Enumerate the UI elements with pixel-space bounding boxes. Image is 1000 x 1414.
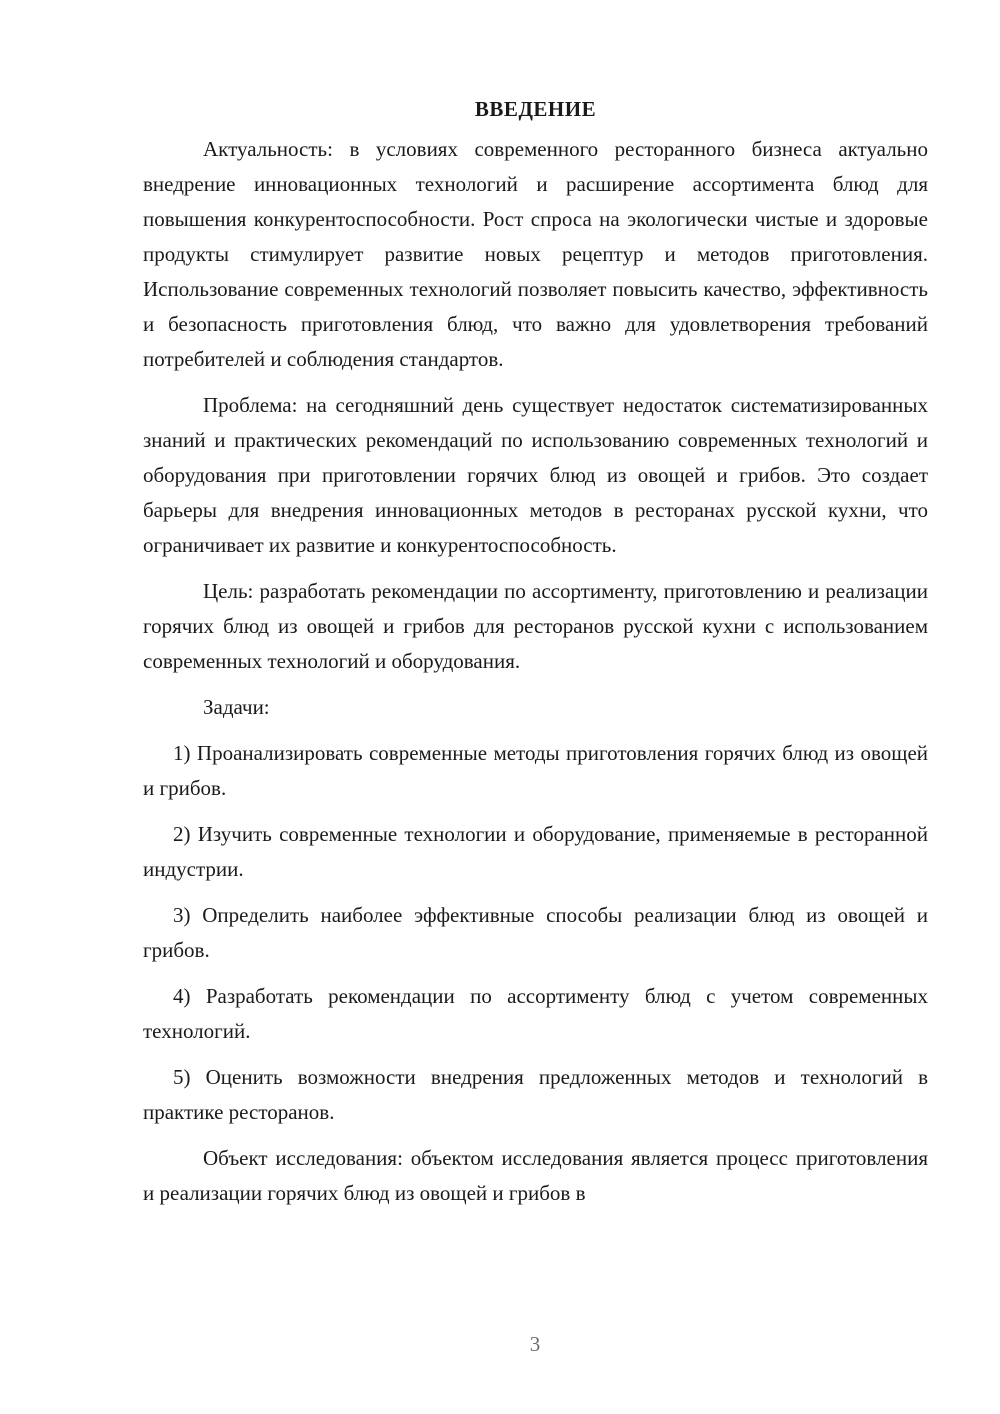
section-title: ВВЕДЕНИЕ [474, 97, 597, 121]
task-item-5: 5) Оценить возможности внедрения предложенных методов и технологий в практике ресторанов. [143, 1065, 928, 1124]
task-item-1: 1) Проанализировать современные методы приготовления горячих блюд из овощей и грибов. [143, 741, 928, 800]
task-item-4: 4) Разработать рекомендации по ассортименту блюд с учетом современных технологий. [143, 984, 928, 1043]
paragraph-object: Объект исследования: объектом исследования является процесс приготовления и реализации горячих блюд из овощей и грибов в [143, 1146, 928, 1205]
page-content [143, 92, 928, 1211]
page-number: 3 [529, 1332, 541, 1356]
task-item-3: 3) Определить наиболее эффективные способы реализации блюд из овощей и грибов. [143, 903, 928, 962]
tasks-heading: Задачи: [203, 695, 270, 719]
paragraph-relevance: Актуальность: в условиях современного ресторанного бизнеса актуально внедрение инновационных технологий и расширение ассортимента блюд для повышения конкурентоспособности. Рост спроса на экологически чистые и здоровые продукты стимулирует развитие новых рецептур и методов приготовления. Использование современных технологий позволяет повысить качество, эффективность и безопасность приготовления блюд, что важно для удовлетворения требований потребителей и соблюдения стандартов. [143, 137, 928, 371]
task-item-2: 2) Изучить современные технологии и оборудование, применяемые в ресторанной индустрии. [143, 822, 928, 881]
paragraph-problem: Проблема: на сегодняшний день существует недостаток систематизированных знаний и практических рекомендаций по использованию современных технологий и оборудования при приготовлении горячих блюд из овощей и грибов. Это создает барьеры для внедрения инновационных методов в ресторанах русской кухни, что ограничивает их развитие и конкурентоспособность. [143, 393, 928, 557]
paragraph-goal: Цель: разработать рекомендации по ассортименту, приготовлению и реализации горячих блюд из овощей и грибов для ресторанов русской кухни с использованием современных технологий и оборудования. [143, 579, 928, 673]
